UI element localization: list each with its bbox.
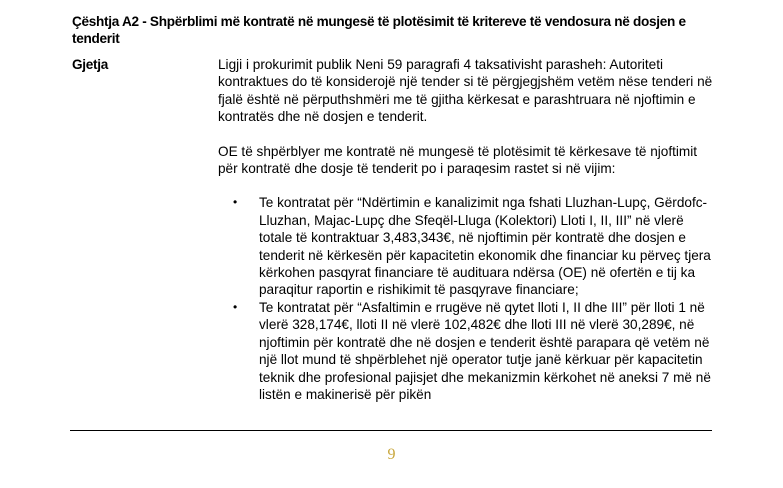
issue-title: Çështja A2 - Shpërblimi më kontratë në mungesë të plotësimit të kritereve të vendosura në dosjen e tenderit [72,14,686,46]
bullet-icon: • [233,195,238,210]
bullet-icon: • [233,299,238,314]
bullet-text-asphalting-contract: Te kontratat për “Asfaltimin e rrugëve në qytet lloti I, II dhe III” për lloti 1 në vlerë 328,174€, lloti II në vlerë 102,482€ dhe lloti III në vlerë 30,289€, në njoftimin për kontratë dhe në dosjen e tenderit është parapara që vetëm në një llot mund të shpërblehet një operator tutje janë kërkuar për kapacitetin teknik dhe profesional pajisjet dhe mekanizmin kërkohet në aneksi 7 më në listën e makinerisë për pikën [259,299,711,402]
bullet-text-sewerage-contract: Te kontratat për “Ndërtimin e kanalizimit nga fshati Lluzhan-Lupç, Gërdofc-Lluzhan, Majac-Lupç dhe Sfeqël-Lluga (Kolektori) Lloti I, II, III” në vlerë totale të kontraktuar 3,483,343€, në njoftimin për kontratë dhe dosjen e tenderit në kërkesën për kapacitetin ekonomik dhe financiar ku përveç tjera kërkohen pasqyrat financiare të audituara ndërsa (OE) në ofertën e tij ka paraqitur raportin e rishikimit të pasqyrave financiare; [259,195,711,298]
finding-label: Gjetja [72,57,108,72]
page-number: 9 [387,446,396,463]
list-item [218,299,713,403]
finding-paragraph-law: Ligji i prokurimit publik Neni 59 paragrafi 4 taksativisht parasheh: Autoriteti kontraktues do të konsiderojë një tender si të përgjegjshëm vetëm nëse tenderi në fjalë është në përputhshmëri me të gjitha kërkesat e parashtruara në njoftimin e kontratës dhe në dosjen e tenderit. [218,57,713,125]
finding-bullet-list [218,194,713,403]
finding-paragraph-intro: OE të shpërblyer me kontratë në mungesë të plotësimit të kërkesave të njoftimit për kontratë dhe dosje të tenderit po i paraqesim rastet si në vijim: [218,143,698,177]
footer-divider [70,430,712,431]
list-item [218,194,713,298]
finding-body [218,56,713,403]
